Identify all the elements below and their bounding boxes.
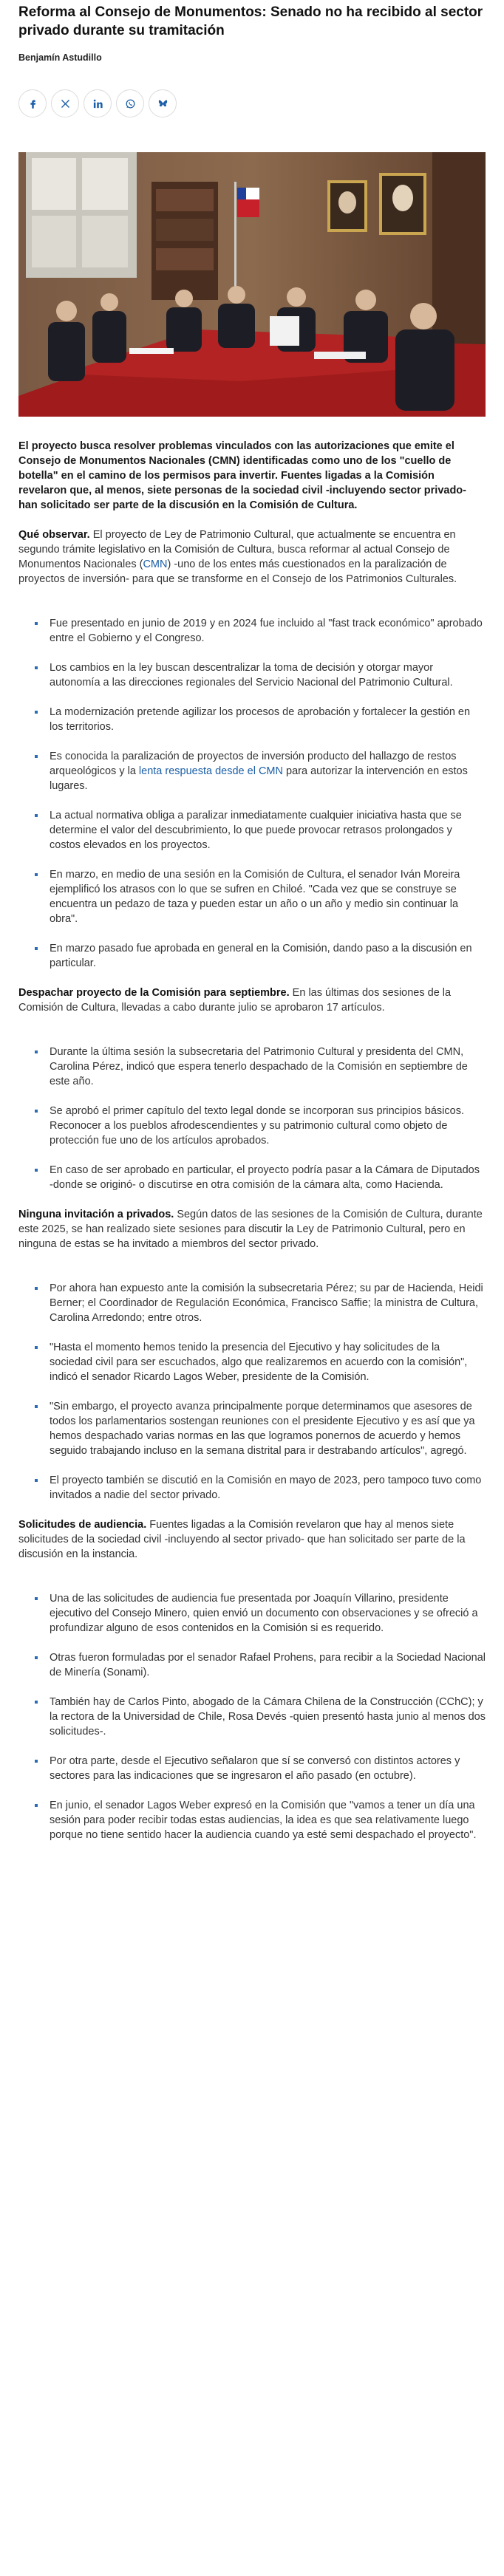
list-item: En marzo, en medio de una sesión en la Comisión de Cultura, el senador Iván Moreira ejemplificó los atrasos con lo que se sufren en Chiloé. "Cada vez que se construye se encuentra un pedazo de taza y pueden estar un año o un año y medio sin continuar la obra". bbox=[35, 867, 486, 926]
share-linkedin-button[interactable] bbox=[84, 89, 112, 117]
section-hearing-requests bbox=[18, 1517, 486, 1842]
list-item: En marzo pasado fue aprobada en general en la Comisión, dando paso a la discusión en particular. bbox=[35, 941, 486, 971]
share-bar bbox=[18, 89, 486, 117]
list-item: Se aprobó el primer capítulo del texto legal donde se incorporan sus principios básicos. Reconocer a los pueblos afrodescendientes y su patrimonio cultural como objeto de protección fue uno de los artículos aprobados. bbox=[35, 1104, 486, 1148]
x-icon bbox=[60, 98, 71, 109]
list-item: Por ahora han expuesto ante la comisión la subsecretaria Pérez; su par de Hacienda, Heidi Berner; el Coordinador de Regulación Económica, Francisco Saffie; la ministra de Cultura, Carolina Arredondo; entre otros. bbox=[35, 1281, 486, 1325]
bullet-list bbox=[18, 616, 486, 971]
list-item: Es conocida la paralización de proyectos de inversión producto del hallazgo de restos arqueológicos y la lenta respuesta desde el CMN para autorizar la intervención en estos lugares. bbox=[35, 749, 486, 793]
cmn-response-link[interactable]: lenta respuesta desde el CMN bbox=[138, 765, 283, 777]
section-heading: Solicitudes de audiencia. bbox=[18, 1519, 147, 1531]
list-item: El proyecto también se discutió en la Comisión en mayo de 2023, pero tampoco tuvo como invitados a nadie del sector privado. bbox=[35, 1473, 486, 1503]
section-paragraph: Despachar proyecto de la Comisión para septiembre. En las últimas dos sesiones de la Comisión de Cultura, llevadas a cabo durante julio se aprobaron 17 artículos. bbox=[18, 987, 452, 1014]
share-bluesky-button[interactable] bbox=[149, 89, 177, 117]
whatsapp-icon bbox=[125, 98, 136, 109]
list-item: Durante la última sesión la subsecretaria del Patrimonio Cultural y presidenta del CMN, Carolina Pérez, indicó que espera tenerlo despachado de la Comisión en septiembre de este año. bbox=[35, 1045, 486, 1089]
list-item: Por otra parte, desde el Ejecutivo señalaron que sí se conversó con distintos actores y sectores para las indicaciones que se ingresaron el año pasado (en octubre). bbox=[35, 1754, 486, 1783]
bullet-list bbox=[18, 1045, 486, 1192]
list-item: En junio, el senador Lagos Weber expresó en la Comisión que "vamos a tener un día una sesión para poder recibir todas estas audiencias, la idea es que sea relativamente luego porque no tiene sentido hacer la audiencia cuando ya esté semi despachado el proyecto". bbox=[35, 1798, 486, 1842]
bullet-list bbox=[18, 1591, 486, 1842]
author-name: Benjamín Astudillo bbox=[18, 52, 102, 63]
linkedin-icon bbox=[92, 98, 103, 109]
section-paragraph: Solicitudes de audiencia. Fuentes ligadas a la Comisión revelaron que hay al menos siete solicitudes de la sociedad civil -incluyendo al sector privado- que han solicitado ser parte de la discusión en la instancia. bbox=[18, 1519, 466, 1560]
section-heading: Qué observar. bbox=[18, 529, 90, 541]
facebook-icon bbox=[27, 98, 38, 109]
section-paragraph: Qué observar. El proyecto de Ley de Patrimonio Cultural, que actualmente se encuentra en segundo trámite legislativo en la Comisión de Cultura, busca reformar al actual Consejo de Monumentos Nacionales (CMN) -uno de los entes más cuestionados en la paralización de proyectos de inversión- para que se transforme en el Consejo de los Patrimonios Culturales. bbox=[18, 529, 457, 585]
section-no-invitation bbox=[18, 1207, 486, 1503]
bluesky-icon bbox=[157, 98, 168, 109]
senate-session-photo bbox=[18, 152, 486, 417]
list-item: En caso de ser aprobado en particular, el proyecto podría pasar a la Cámara de Diputados -donde se originó- o discutirse en otra comisión de la cámara alta, como Hacienda. bbox=[35, 1163, 486, 1192]
share-facebook-button[interactable] bbox=[18, 89, 47, 117]
list-item: Otras fueron formuladas por el senador Rafael Prohens, para recibir a la Sociedad Nacional de Minería (Sonami). bbox=[35, 1650, 486, 1680]
section-paragraph: Ninguna invitación a privados. Según datos de las sesiones de la Comisión de Cultura, durante este 2025, se han realizado siete sesiones para discutir la Ley de Patrimonio Cultural, pero en ninguna de estas se ha invitado a miembros del sector privado. bbox=[18, 1209, 483, 1250]
list-item: Una de las solicitudes de audiencia fue presentada por Joaquín Villarino, presidente ejecutivo del Consejo Minero, quien envió un documento con observaciones y se ofreció a profundizar alguno de esos contenidos en la Comisión si es requerido. bbox=[35, 1591, 486, 1636]
list-item: Los cambios en la ley buscan descentralizar la toma de decisión y otorgar mayor autonomía a las direcciones regionales del Servicio Nacional del Patrimonio Cultural. bbox=[35, 660, 486, 690]
hero-photo bbox=[18, 152, 486, 417]
section-heading: Despachar proyecto de la Comisión para septiembre. bbox=[18, 987, 290, 999]
article-title: Reforma al Consejo de Monumentos: Senado no ha recibido al sector privado durante su tramitación bbox=[18, 4, 483, 38]
cmn-link[interactable]: CMN bbox=[143, 558, 168, 570]
list-item: "Sin embargo, el proyecto avanza principalmente porque determinamos que asesores de todos los parlamentarios sostengan reuniones con el presidente Ejecutivo y es así que ya hemos despachado varias normas en las que logramos ponernos de acuerdo y hemos seguido trabajando incluso en la semana distrital para ir destrabando artículos", agregó. bbox=[35, 1399, 486, 1458]
share-x-button[interactable] bbox=[51, 89, 79, 117]
bullet-list bbox=[18, 1281, 486, 1503]
list-item: La modernización pretende agilizar los procesos de aprobación y fortalecer la gestión en los territorios. bbox=[35, 705, 486, 734]
list-item: También hay de Carlos Pinto, abogado de la Cámara Chilena de la Construcción (CChC); y la rectora de la Universidad de Chile, Rosa Devés -quien presentó hasta junio al menos dos solicitudes-. bbox=[35, 1695, 486, 1739]
list-item: "Hasta el momento hemos tenido la presencia del Ejecutivo y hay solicitudes de la sociedad civil para ser escuchados, algo que realizaremos en acuerdo con la comisión", indicó el senador Ricardo Lagos Weber, presidente de la Comisión. bbox=[35, 1340, 486, 1384]
list-item: Fue presentado en junio de 2019 y en 2024 fue incluido al "fast track económico" aprobado entre el Gobierno y el Congreso. bbox=[35, 616, 486, 646]
list-item: La actual normativa obliga a paralizar inmediatamente cualquier iniciativa hasta que se determine el valor del descubrimiento, lo que puede provocar retrasos prolongados y costos elevados en los proyectos. bbox=[35, 808, 486, 853]
section-dispatch bbox=[18, 985, 486, 1192]
share-whatsapp-button[interactable] bbox=[116, 89, 144, 117]
section-heading: Ninguna invitación a privados. bbox=[18, 1209, 174, 1220]
section-what-to-watch bbox=[18, 527, 486, 971]
article-lead: El proyecto busca resolver problemas vinculados con las autorizaciones que emite el Consejo de Monumentos Nacionales (CMN) identificadas como uno de los "cuello de botella" en el camino de los permisos para invertir. Fuentes ligadas a la Comisión revelaron que, al menos, siete personas de la sociedad civil -incluyendo sector privado- han solicitado ser parte de la discusión en la Comisión de Cultura. bbox=[18, 440, 466, 511]
